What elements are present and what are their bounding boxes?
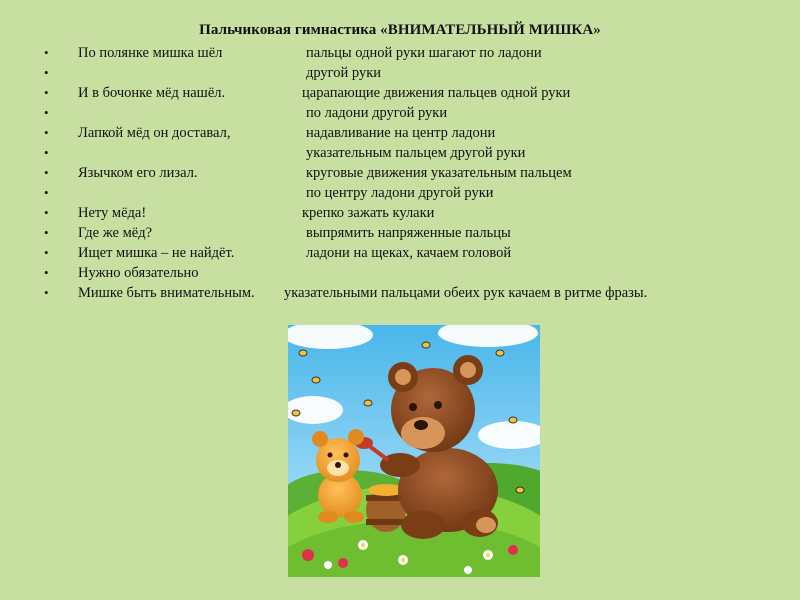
bullet: • [44, 165, 49, 180]
bears-illustration [288, 325, 540, 577]
verse-line: По полянке мишка шёл [78, 45, 223, 61]
bullet: • [44, 45, 49, 60]
action-line: круговые движения указательным пальцем [306, 165, 572, 181]
bullet: • [44, 85, 49, 100]
action-line: другой руки [306, 65, 382, 81]
action-line: царапающие движения пальцев одной руки [302, 85, 571, 101]
verse-line: Лапкой мёд он доставал, [78, 125, 231, 141]
list-item [44, 123, 784, 143]
action-line: указательным пальцем другой руки [306, 145, 526, 161]
action-line: крепко зажать кулаки [302, 205, 435, 221]
bullet: • [44, 205, 49, 220]
list-item [44, 243, 784, 263]
action-line: ладони на щеках, качаем головой [306, 245, 512, 261]
action-line: по ладони другой руки [306, 105, 448, 121]
bullet: • [44, 285, 49, 300]
bullet: • [44, 225, 49, 240]
list-item [44, 183, 784, 203]
list-item [44, 163, 784, 183]
bullet: • [44, 265, 49, 280]
list-item [44, 203, 784, 223]
action-line: пальцы одной руки шагают по ладони [306, 45, 542, 61]
page-title: Пальчиковая гимнастика «ВНИМАТЕЛЬНЫЙ МИШКА» [199, 22, 601, 38]
verse-line: Язычком его лизал. [78, 165, 198, 181]
list-item [44, 223, 784, 243]
action-line: указательными пальцами обеих рук качаем в ритме фразы. [284, 285, 648, 301]
verse-line: Где же мёд? [78, 225, 153, 241]
list-item [44, 43, 784, 63]
list-item [44, 283, 784, 303]
list-item [44, 63, 784, 83]
verse-line: Ищет мишка – не найдёт. [78, 245, 235, 261]
verse-line: Мишке быть внимательным. [78, 285, 255, 301]
action-line: надавливание на центр ладони [306, 125, 496, 141]
list-item [44, 103, 784, 123]
list-item [44, 143, 784, 163]
verse-line: Нету мёда! [78, 205, 147, 221]
bullet: • [44, 105, 49, 120]
bullet: • [44, 125, 49, 140]
verse-line: Нужно обязательно [78, 265, 199, 281]
verse-line: И в бочонке мёд нашёл. [78, 85, 226, 101]
bullet: • [44, 65, 49, 80]
action-line: выпрямить напряженные пальцы [306, 225, 511, 241]
bullet: • [44, 245, 49, 260]
action-line: по центру ладони другой руки [306, 185, 494, 201]
bullet: • [44, 145, 49, 160]
gymnastics-list [44, 43, 784, 303]
bullet: • [44, 185, 49, 200]
list-item [44, 83, 784, 103]
list-item [44, 263, 784, 283]
